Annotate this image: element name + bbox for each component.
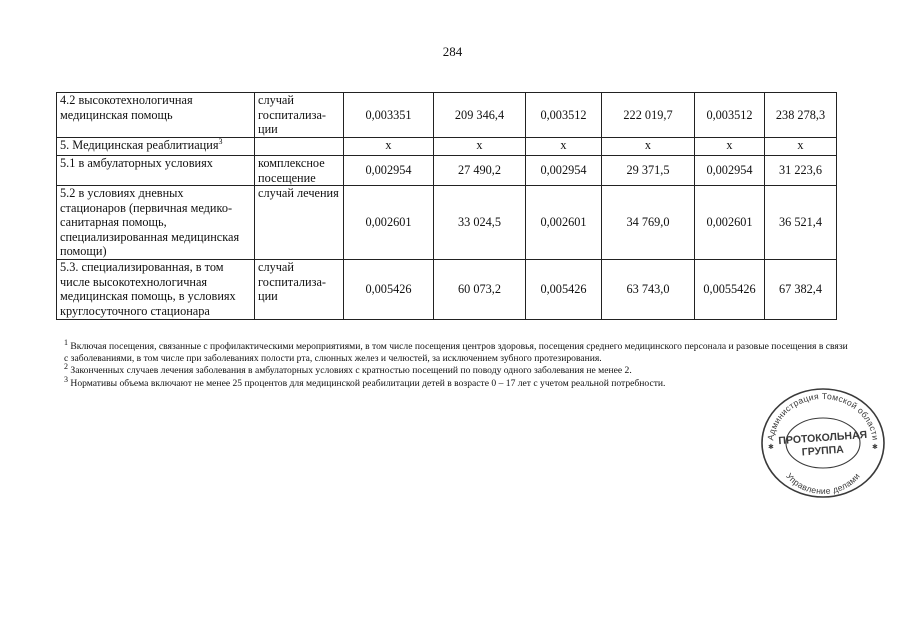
value-cell: х bbox=[695, 138, 765, 156]
value-cell: 209 346,4 bbox=[434, 93, 526, 138]
row-name-cell bbox=[57, 138, 255, 156]
row-name: 4.2 высокотехнологичная медицинская помощь bbox=[57, 93, 255, 138]
norms-table bbox=[56, 92, 837, 320]
page-number: 284 bbox=[442, 44, 463, 59]
value-cell: 0,005426 bbox=[526, 260, 602, 320]
value-cell: 0,002954 bbox=[695, 156, 765, 186]
table-row bbox=[57, 138, 837, 156]
table-row bbox=[57, 156, 837, 186]
value-cell: 0,002954 bbox=[344, 156, 434, 186]
row-unit: случай госпитализа-ции bbox=[255, 93, 344, 138]
stamp-outer-text-top: Администрация Томской области bbox=[765, 390, 881, 442]
row-unit: комплексное посещение bbox=[255, 156, 344, 186]
footnote-text: Законченных случаев лечения заболевания в амбулаторных условиях с кратностью посещений по поводу одного заболевания не менее 2. bbox=[70, 365, 632, 377]
footnotes bbox=[64, 337, 854, 390]
footnote-3 bbox=[64, 374, 854, 390]
value-cell: 0,002601 bbox=[695, 186, 765, 260]
row-unit: случай лечения bbox=[255, 186, 344, 260]
value-cell: 29 371,5 bbox=[602, 156, 695, 186]
value-cell: х bbox=[602, 138, 695, 156]
value-cell: 0,002601 bbox=[344, 186, 434, 260]
stamp-star-left-icon: ✱ bbox=[768, 443, 774, 451]
table-row bbox=[57, 260, 837, 320]
row-unit: случай госпитализа-ции bbox=[255, 260, 344, 320]
value-cell: 0,002954 bbox=[526, 156, 602, 186]
value-cell: 238 278,3 bbox=[765, 93, 837, 138]
stamp-star-right-icon: ✱ bbox=[872, 443, 878, 451]
row-name: 5.1 в амбулаторных условиях bbox=[57, 156, 255, 186]
footnote-2 bbox=[64, 362, 854, 377]
value-cell: х bbox=[434, 138, 526, 156]
value-cell: 67 382,4 bbox=[765, 260, 837, 320]
row-name: 5. Медицинская реаблитиация bbox=[60, 138, 219, 152]
value-cell: 36 521,4 bbox=[765, 186, 837, 260]
value-cell: 33 024,5 bbox=[434, 186, 526, 260]
stamp-line-2: ГРУППА bbox=[801, 443, 845, 459]
footnote-text: Нормативы объема включают не менее 25 процентов для медицинской реабилитации детей в возрасте 0 – 17 лет с учетом реальной потребности. bbox=[70, 377, 666, 389]
table-row bbox=[57, 93, 837, 138]
value-cell: 0,002601 bbox=[526, 186, 602, 260]
footnote-mark: 3 bbox=[64, 374, 68, 384]
value-cell: 31 223,6 bbox=[765, 156, 837, 186]
value-cell: 34 769,0 bbox=[602, 186, 695, 260]
value-cell: 0,003512 bbox=[526, 93, 602, 138]
footnote-1 bbox=[64, 337, 854, 365]
value-cell: 27 490,2 bbox=[434, 156, 526, 186]
value-cell: 60 073,2 bbox=[434, 260, 526, 320]
value-cell: 0,003512 bbox=[695, 93, 765, 138]
value-cell: 222 019,7 bbox=[602, 93, 695, 138]
footnote-mark: 1 bbox=[64, 337, 68, 347]
value-cell: х bbox=[344, 138, 434, 156]
stamp-line-1: ПРОТОКОЛЬНАЯ bbox=[778, 428, 868, 448]
stamp-outer-text-bottom: Управление делами bbox=[784, 470, 862, 497]
footnote-mark: 2 bbox=[64, 362, 68, 372]
protocol-group-stamp bbox=[758, 385, 888, 501]
table-row bbox=[57, 186, 837, 260]
value-cell: х bbox=[526, 138, 602, 156]
footnote-text: Включая посещения, связанные с профилактическими мероприятиями, в том числе посещения центров здоровья, посещения среднего медицинского персонала и разовые посещения в связи с заболеваниями, в том числе при заболеваниях полости рта, слюнных желез и челюстей, за исключением зубного протезирования. bbox=[64, 341, 848, 365]
row-name: 5.2 в условиях дневных стационаров (первичная медико-санитарная помощь, специализированная медицинская помощи) bbox=[57, 186, 255, 260]
footnote-ref: 3 bbox=[218, 137, 223, 146]
value-cell: 0,0055426 bbox=[695, 260, 765, 320]
value-cell: х bbox=[765, 138, 837, 156]
row-unit bbox=[255, 138, 344, 156]
value-cell: 0,003351 bbox=[344, 93, 434, 138]
value-cell: 63 743,0 bbox=[602, 260, 695, 320]
row-name: 5.3. специализированная, в том числе высокотехнологичная медицинская помощь, в условиях круглосуточного стационара bbox=[57, 260, 255, 320]
value-cell: 0,005426 bbox=[344, 260, 434, 320]
